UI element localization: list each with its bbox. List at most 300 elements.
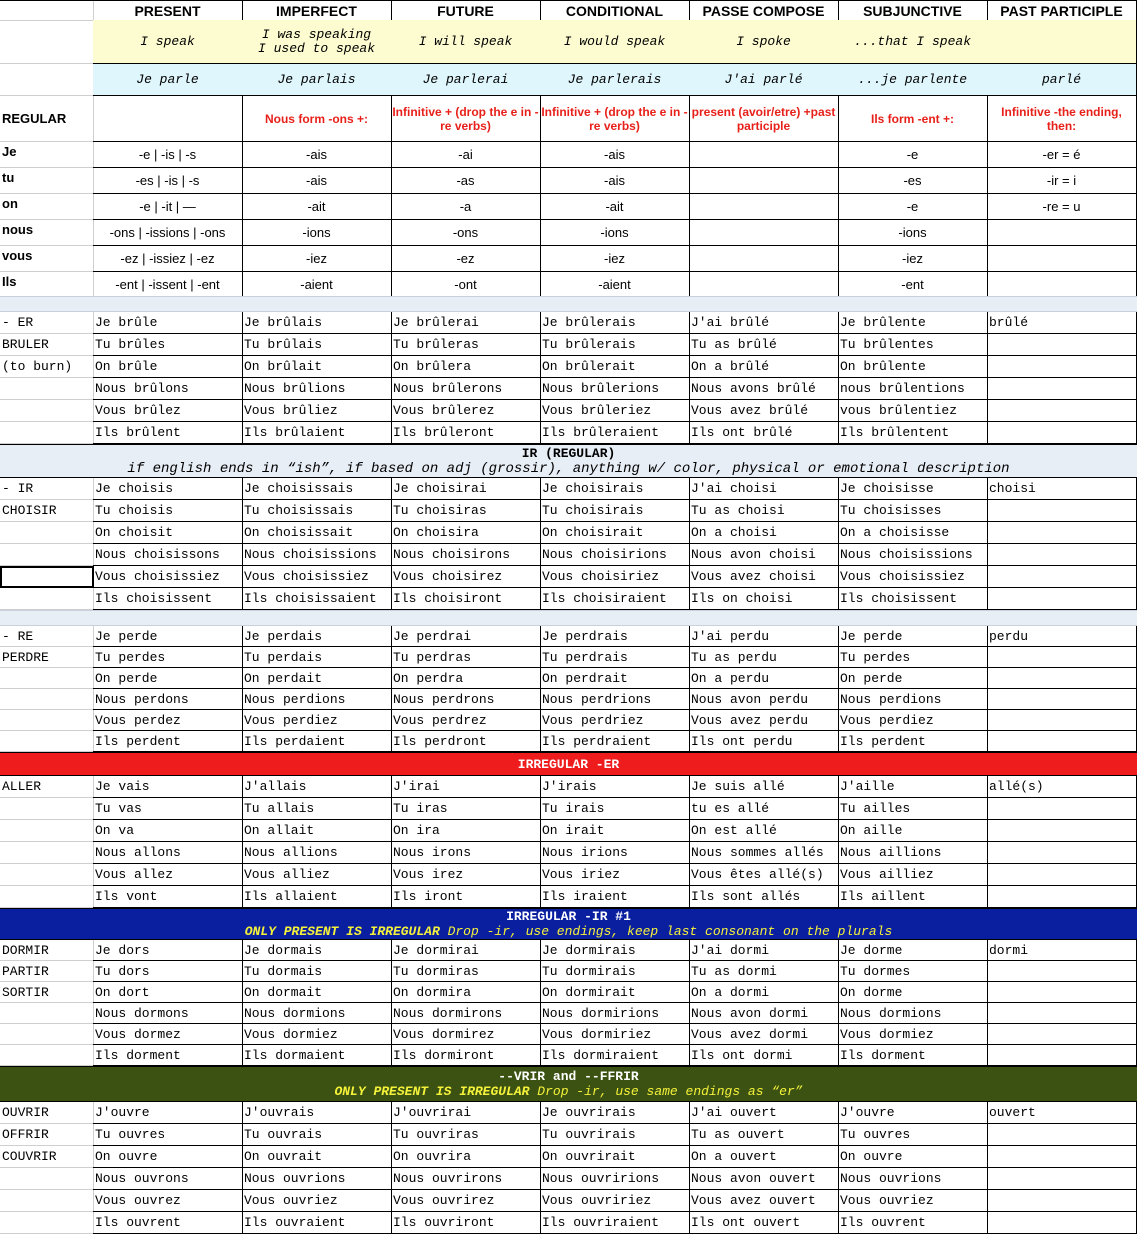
conjugation-cell[interactable] <box>391 864 541 886</box>
ending-cell[interactable] <box>93 272 243 298</box>
conjugation-cell[interactable] <box>987 940 1137 961</box>
conjugation-cell[interactable] <box>838 378 988 400</box>
verb-label[interactable] <box>0 647 94 668</box>
verb-label[interactable] <box>0 668 94 689</box>
conjugation-cell[interactable] <box>838 588 988 610</box>
conjugation-cell[interactable] <box>93 1024 243 1045</box>
conjugation-cell[interactable] <box>93 1124 243 1146</box>
ending-cell[interactable] <box>540 194 690 220</box>
conjugation-cell[interactable] <box>242 820 392 842</box>
conjugation-cell[interactable] <box>838 1124 988 1146</box>
ending-cell[interactable] <box>987 194 1137 220</box>
conjugation-cell[interactable] <box>540 1168 690 1190</box>
conjugation-cell[interactable] <box>689 647 839 668</box>
ending-cell[interactable] <box>838 142 988 168</box>
conjugation-cell[interactable] <box>838 940 988 961</box>
conjugation-cell[interactable] <box>987 982 1137 1003</box>
conjugation-cell[interactable] <box>987 1124 1137 1146</box>
conjugation-cell[interactable] <box>838 1146 988 1168</box>
conjugation-cell[interactable] <box>391 961 541 982</box>
conjugation-cell[interactable] <box>838 400 988 422</box>
conjugation-cell[interactable] <box>93 1003 243 1024</box>
ending-cell[interactable] <box>689 194 839 220</box>
conjugation-cell[interactable] <box>93 798 243 820</box>
verb-label[interactable] <box>0 864 94 886</box>
conjugation-cell[interactable] <box>391 689 541 710</box>
ending-cell[interactable] <box>689 142 839 168</box>
conjugation-cell[interactable] <box>689 940 839 961</box>
conjugation-cell[interactable] <box>242 356 392 378</box>
conjugation-cell[interactable] <box>391 1146 541 1168</box>
english-cell[interactable] <box>93 20 243 64</box>
conjugation-cell[interactable] <box>838 500 988 522</box>
conjugation-cell[interactable] <box>987 356 1137 378</box>
conjugation-cell[interactable] <box>391 422 541 444</box>
conjugation-cell[interactable] <box>987 731 1137 752</box>
conjugation-cell[interactable] <box>540 864 690 886</box>
conjugation-cell[interactable] <box>242 961 392 982</box>
french-cell[interactable] <box>540 64 690 96</box>
conjugation-cell[interactable] <box>838 864 988 886</box>
ending-cell[interactable] <box>242 194 392 220</box>
rule-cell[interactable] <box>391 96 541 142</box>
conjugation-cell[interactable] <box>838 820 988 842</box>
conjugation-cell[interactable] <box>838 1003 988 1024</box>
conjugation-cell[interactable] <box>689 961 839 982</box>
conjugation-cell[interactable] <box>242 776 392 798</box>
conjugation-cell[interactable] <box>689 500 839 522</box>
verb-label[interactable] <box>0 334 94 356</box>
conjugation-cell[interactable] <box>540 544 690 566</box>
conjugation-cell[interactable] <box>242 500 392 522</box>
verb-label[interactable] <box>0 378 94 400</box>
verb-label[interactable] <box>0 961 94 982</box>
conjugation-cell[interactable] <box>242 1212 392 1234</box>
verb-label[interactable] <box>0 731 94 752</box>
ending-cell[interactable] <box>838 272 988 298</box>
verb-label[interactable] <box>0 982 94 1003</box>
conjugation-cell[interactable] <box>540 356 690 378</box>
ending-cell[interactable] <box>242 220 392 246</box>
conjugation-cell[interactable] <box>987 1045 1137 1066</box>
column-header[interactable] <box>540 1 690 21</box>
ending-cell[interactable] <box>391 246 541 272</box>
ending-cell[interactable] <box>391 272 541 298</box>
conjugation-cell[interactable] <box>987 1024 1137 1045</box>
conjugation-cell[interactable] <box>540 478 690 500</box>
verb-label[interactable] <box>0 312 94 334</box>
verb-label[interactable] <box>0 566 94 588</box>
conjugation-cell[interactable] <box>93 422 243 444</box>
conjugation-cell[interactable] <box>987 798 1137 820</box>
conjugation-cell[interactable] <box>540 422 690 444</box>
conjugation-cell[interactable] <box>987 1168 1137 1190</box>
conjugation-cell[interactable] <box>93 566 243 588</box>
conjugation-cell[interactable] <box>93 961 243 982</box>
conjugation-cell[interactable] <box>391 1102 541 1124</box>
english-cell[interactable] <box>391 20 541 64</box>
conjugation-cell[interactable] <box>391 982 541 1003</box>
ending-cell[interactable] <box>987 272 1137 298</box>
conjugation-cell[interactable] <box>987 626 1137 647</box>
conjugation-cell[interactable] <box>391 1212 541 1234</box>
conjugation-cell[interactable] <box>540 842 690 864</box>
conjugation-cell[interactable] <box>838 1102 988 1124</box>
french-cell[interactable] <box>987 64 1137 96</box>
conjugation-cell[interactable] <box>540 886 690 908</box>
conjugation-cell[interactable] <box>838 566 988 588</box>
verb-label[interactable] <box>0 1024 94 1045</box>
conjugation-cell[interactable] <box>391 522 541 544</box>
conjugation-cell[interactable] <box>838 668 988 689</box>
conjugation-cell[interactable] <box>987 820 1137 842</box>
column-header[interactable] <box>838 1 988 21</box>
conjugation-cell[interactable] <box>242 566 392 588</box>
verb-label[interactable] <box>0 798 94 820</box>
conjugation-cell[interactable] <box>93 588 243 610</box>
conjugation-cell[interactable] <box>242 400 392 422</box>
pronoun-label[interactable] <box>0 246 94 272</box>
verb-label[interactable] <box>0 1212 94 1234</box>
conjugation-cell[interactable] <box>987 1102 1137 1124</box>
conjugation-cell[interactable] <box>540 566 690 588</box>
verb-label[interactable] <box>0 842 94 864</box>
conjugation-cell[interactable] <box>987 1146 1137 1168</box>
ending-cell[interactable] <box>242 142 392 168</box>
verb-label[interactable] <box>0 626 94 647</box>
conjugation-cell[interactable] <box>838 798 988 820</box>
conjugation-cell[interactable] <box>689 1146 839 1168</box>
rule-cell[interactable] <box>987 96 1137 142</box>
conjugation-cell[interactable] <box>540 1045 690 1066</box>
conjugation-cell[interactable] <box>391 820 541 842</box>
column-header[interactable] <box>242 1 392 21</box>
french-cell[interactable] <box>242 64 392 96</box>
conjugation-cell[interactable] <box>838 478 988 500</box>
rule-cell[interactable] <box>93 96 243 142</box>
conjugation-cell[interactable] <box>689 668 839 689</box>
conjugation-cell[interactable] <box>689 731 839 752</box>
conjugation-cell[interactable] <box>540 334 690 356</box>
pronoun-label[interactable] <box>0 142 94 168</box>
conjugation-cell[interactable] <box>987 400 1137 422</box>
conjugation-cell[interactable] <box>242 731 392 752</box>
conjugation-cell[interactable] <box>391 566 541 588</box>
ending-cell[interactable] <box>838 168 988 194</box>
conjugation-cell[interactable] <box>391 356 541 378</box>
conjugation-cell[interactable] <box>689 1024 839 1045</box>
conjugation-cell[interactable] <box>838 422 988 444</box>
conjugation-cell[interactable] <box>93 689 243 710</box>
conjugation-cell[interactable] <box>838 961 988 982</box>
conjugation-cell[interactable] <box>540 500 690 522</box>
conjugation-cell[interactable] <box>93 864 243 886</box>
conjugation-cell[interactable] <box>540 312 690 334</box>
verb-label[interactable] <box>0 820 94 842</box>
conjugation-cell[interactable] <box>93 731 243 752</box>
pronoun-label[interactable] <box>0 272 94 298</box>
conjugation-cell[interactable] <box>540 1003 690 1024</box>
verb-label[interactable] <box>0 522 94 544</box>
conjugation-cell[interactable] <box>540 689 690 710</box>
conjugation-cell[interactable] <box>93 478 243 500</box>
verb-label[interactable] <box>0 1003 94 1024</box>
conjugation-cell[interactable] <box>540 378 690 400</box>
conjugation-cell[interactable] <box>391 731 541 752</box>
conjugation-cell[interactable] <box>987 566 1137 588</box>
conjugation-cell[interactable] <box>838 1190 988 1212</box>
conjugation-cell[interactable] <box>689 982 839 1003</box>
conjugation-cell[interactable] <box>242 522 392 544</box>
conjugation-cell[interactable] <box>689 378 839 400</box>
conjugation-cell[interactable] <box>987 689 1137 710</box>
conjugation-cell[interactable] <box>242 1190 392 1212</box>
conjugation-cell[interactable] <box>242 1045 392 1066</box>
conjugation-cell[interactable] <box>987 334 1137 356</box>
conjugation-cell[interactable] <box>987 422 1137 444</box>
conjugation-cell[interactable] <box>242 940 392 961</box>
corner-cell[interactable] <box>0 1 94 21</box>
conjugation-cell[interactable] <box>689 1102 839 1124</box>
verb-label[interactable] <box>0 544 94 566</box>
conjugation-cell[interactable] <box>242 334 392 356</box>
conjugation-cell[interactable] <box>540 710 690 731</box>
verb-label[interactable] <box>0 1124 94 1146</box>
conjugation-cell[interactable] <box>689 842 839 864</box>
conjugation-cell[interactable] <box>689 1190 839 1212</box>
conjugation-cell[interactable] <box>838 312 988 334</box>
conjugation-cell[interactable] <box>987 961 1137 982</box>
conjugation-cell[interactable] <box>838 689 988 710</box>
conjugation-cell[interactable] <box>689 1003 839 1024</box>
ending-cell[interactable] <box>540 220 690 246</box>
conjugation-cell[interactable] <box>689 478 839 500</box>
conjugation-cell[interactable] <box>242 378 392 400</box>
conjugation-cell[interactable] <box>540 400 690 422</box>
conjugation-cell[interactable] <box>391 1124 541 1146</box>
conjugation-cell[interactable] <box>689 544 839 566</box>
column-header[interactable] <box>93 1 243 21</box>
conjugation-cell[interactable] <box>838 886 988 908</box>
conjugation-cell[interactable] <box>242 312 392 334</box>
conjugation-cell[interactable] <box>242 544 392 566</box>
ending-cell[interactable] <box>242 246 392 272</box>
conjugation-cell[interactable] <box>391 1045 541 1066</box>
ending-cell[interactable] <box>391 220 541 246</box>
ending-cell[interactable] <box>689 220 839 246</box>
conjugation-cell[interactable] <box>689 1168 839 1190</box>
pronoun-label[interactable] <box>0 168 94 194</box>
conjugation-cell[interactable] <box>242 864 392 886</box>
column-header[interactable] <box>391 1 541 21</box>
ending-cell[interactable] <box>242 272 392 298</box>
conjugation-cell[interactable] <box>838 1045 988 1066</box>
conjugation-cell[interactable] <box>987 1003 1137 1024</box>
ending-cell[interactable] <box>987 168 1137 194</box>
conjugation-cell[interactable] <box>242 689 392 710</box>
conjugation-cell[interactable] <box>93 1168 243 1190</box>
conjugation-cell[interactable] <box>838 334 988 356</box>
conjugation-cell[interactable] <box>689 522 839 544</box>
conjugation-cell[interactable] <box>987 710 1137 731</box>
conjugation-cell[interactable] <box>689 356 839 378</box>
conjugation-cell[interactable] <box>391 544 541 566</box>
conjugation-cell[interactable] <box>93 647 243 668</box>
conjugation-cell[interactable] <box>391 1003 541 1024</box>
conjugation-cell[interactable] <box>391 798 541 820</box>
conjugation-cell[interactable] <box>689 334 839 356</box>
rule-cell[interactable] <box>540 96 690 142</box>
conjugation-cell[interactable] <box>93 982 243 1003</box>
conjugation-cell[interactable] <box>93 356 243 378</box>
conjugation-cell[interactable] <box>242 626 392 647</box>
conjugation-cell[interactable] <box>93 1212 243 1234</box>
conjugation-cell[interactable] <box>391 400 541 422</box>
conjugation-cell[interactable] <box>391 1024 541 1045</box>
verb-label[interactable] <box>0 356 94 378</box>
conjugation-cell[interactable] <box>540 776 690 798</box>
french-cell[interactable] <box>689 64 839 96</box>
ending-cell[interactable] <box>987 142 1137 168</box>
verb-label[interactable] <box>0 422 94 444</box>
conjugation-cell[interactable] <box>540 1190 690 1212</box>
conjugation-cell[interactable] <box>242 1003 392 1024</box>
ending-cell[interactable] <box>689 168 839 194</box>
ending-cell[interactable] <box>689 272 839 298</box>
conjugation-cell[interactable] <box>689 1212 839 1234</box>
verb-label[interactable] <box>0 478 94 500</box>
conjugation-cell[interactable] <box>242 710 392 731</box>
conjugation-cell[interactable] <box>391 478 541 500</box>
conjugation-cell[interactable] <box>689 1124 839 1146</box>
conjugation-cell[interactable] <box>242 1024 392 1045</box>
column-header[interactable] <box>987 1 1137 21</box>
conjugation-cell[interactable] <box>540 1146 690 1168</box>
conjugation-cell[interactable] <box>987 1190 1137 1212</box>
conjugation-cell[interactable] <box>391 842 541 864</box>
verb-label[interactable] <box>0 588 94 610</box>
conjugation-cell[interactable] <box>987 544 1137 566</box>
ending-cell[interactable] <box>391 142 541 168</box>
rule-cell[interactable] <box>838 96 988 142</box>
conjugation-cell[interactable] <box>540 820 690 842</box>
conjugation-cell[interactable] <box>987 647 1137 668</box>
conjugation-cell[interactable] <box>242 588 392 610</box>
conjugation-cell[interactable] <box>93 668 243 689</box>
conjugation-cell[interactable] <box>689 689 839 710</box>
ending-cell[interactable] <box>689 246 839 272</box>
verb-label[interactable] <box>0 940 94 961</box>
ending-cell[interactable] <box>540 246 690 272</box>
verb-label[interactable] <box>0 1190 94 1212</box>
conjugation-cell[interactable] <box>540 626 690 647</box>
conjugation-cell[interactable] <box>93 522 243 544</box>
verb-label[interactable] <box>0 1102 94 1124</box>
conjugation-cell[interactable] <box>540 961 690 982</box>
conjugation-cell[interactable] <box>987 886 1137 908</box>
conjugation-cell[interactable] <box>838 356 988 378</box>
conjugation-cell[interactable] <box>93 334 243 356</box>
conjugation-cell[interactable] <box>689 820 839 842</box>
conjugation-cell[interactable] <box>689 886 839 908</box>
verb-label[interactable] <box>0 689 94 710</box>
conjugation-cell[interactable] <box>242 886 392 908</box>
conjugation-cell[interactable] <box>987 588 1137 610</box>
conjugation-cell[interactable] <box>838 626 988 647</box>
conjugation-cell[interactable] <box>987 522 1137 544</box>
french-cell[interactable] <box>391 64 541 96</box>
conjugation-cell[interactable] <box>391 500 541 522</box>
conjugation-cell[interactable] <box>391 647 541 668</box>
conjugation-cell[interactable] <box>93 544 243 566</box>
conjugation-cell[interactable] <box>93 378 243 400</box>
ending-cell[interactable] <box>242 168 392 194</box>
conjugation-cell[interactable] <box>93 710 243 731</box>
conjugation-cell[interactable] <box>93 776 243 798</box>
conjugation-cell[interactable] <box>689 710 839 731</box>
ending-cell[interactable] <box>540 168 690 194</box>
verb-label[interactable] <box>0 1045 94 1066</box>
verb-label[interactable] <box>0 400 94 422</box>
ending-cell[interactable] <box>987 220 1137 246</box>
conjugation-cell[interactable] <box>987 864 1137 886</box>
conjugation-cell[interactable] <box>540 647 690 668</box>
conjugation-cell[interactable] <box>242 982 392 1003</box>
conjugation-cell[interactable] <box>987 1212 1137 1234</box>
conjugation-cell[interactable] <box>93 820 243 842</box>
conjugation-cell[interactable] <box>93 1190 243 1212</box>
conjugation-cell[interactable] <box>242 478 392 500</box>
column-header[interactable] <box>689 1 839 21</box>
ending-cell[interactable] <box>93 142 243 168</box>
conjugation-cell[interactable] <box>391 1190 541 1212</box>
conjugation-cell[interactable] <box>838 731 988 752</box>
conjugation-cell[interactable] <box>540 1212 690 1234</box>
conjugation-cell[interactable] <box>391 1168 541 1190</box>
conjugation-cell[interactable] <box>242 647 392 668</box>
conjugation-cell[interactable] <box>242 1124 392 1146</box>
ending-cell[interactable] <box>838 194 988 220</box>
conjugation-cell[interactable] <box>689 400 839 422</box>
english-cell[interactable] <box>987 20 1137 64</box>
conjugation-cell[interactable] <box>391 776 541 798</box>
conjugation-cell[interactable] <box>540 668 690 689</box>
verb-label[interactable] <box>0 886 94 908</box>
conjugation-cell[interactable] <box>93 842 243 864</box>
french-cell[interactable] <box>838 64 988 96</box>
conjugation-cell[interactable] <box>93 500 243 522</box>
conjugation-cell[interactable] <box>540 1102 690 1124</box>
conjugation-cell[interactable] <box>391 312 541 334</box>
ending-cell[interactable] <box>987 246 1137 272</box>
conjugation-cell[interactable] <box>391 626 541 647</box>
conjugation-cell[interactable] <box>689 312 839 334</box>
conjugation-cell[interactable] <box>987 776 1137 798</box>
conjugation-cell[interactable] <box>838 1212 988 1234</box>
conjugation-cell[interactable] <box>93 940 243 961</box>
ending-cell[interactable] <box>391 168 541 194</box>
ending-cell[interactable] <box>838 246 988 272</box>
conjugation-cell[interactable] <box>987 668 1137 689</box>
conjugation-cell[interactable] <box>391 710 541 731</box>
conjugation-cell[interactable] <box>540 982 690 1003</box>
conjugation-cell[interactable] <box>987 842 1137 864</box>
english-cell[interactable] <box>540 20 690 64</box>
conjugation-cell[interactable] <box>987 378 1137 400</box>
conjugation-cell[interactable] <box>838 1168 988 1190</box>
conjugation-cell[interactable] <box>540 731 690 752</box>
conjugation-cell[interactable] <box>391 886 541 908</box>
